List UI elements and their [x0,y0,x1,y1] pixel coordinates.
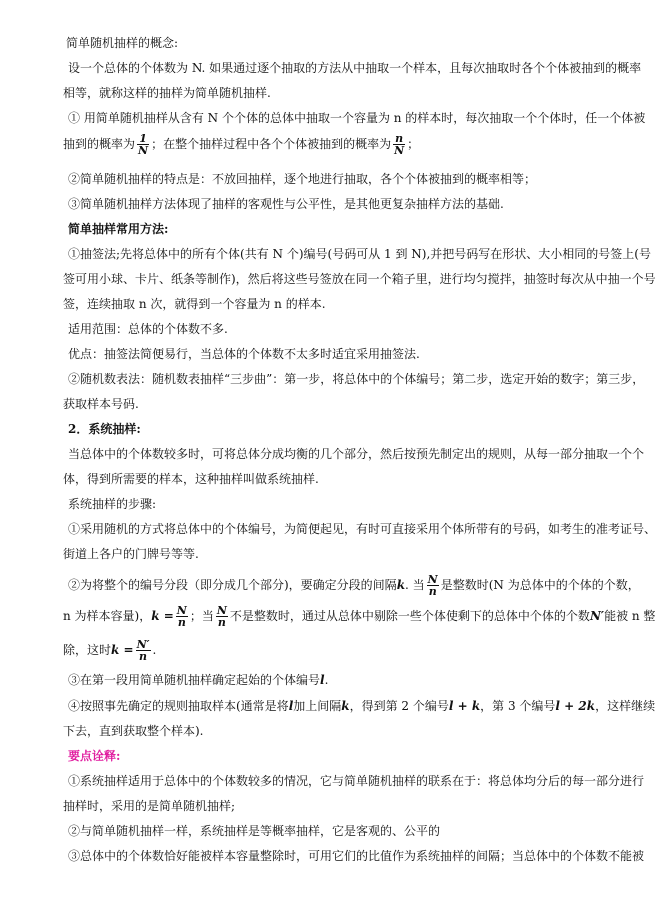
heading-common-methods: 简单抽样常用方法: [68,222,169,236]
fraction-N-over-n-b: $\frac{N}{n}$ [176,604,187,629]
method-random-table-line1: ②随机数表法：随机数表抽样“三步曲”：第一步，将总体中的个体编号；第二步，选定开始的数字；第三步， [68,372,645,386]
fraction-N-over-n-c: $\frac{N}{n}$ [216,604,227,629]
step-4-line2: 下去，直到获取整个样本). [63,724,204,738]
systematic-intro-line2: 体，得到所需要的样本，这种抽样叫做系统抽样. [63,472,319,486]
systematic-intro-line1: 当总体中的个体数较多时，可将总体分成均衡的几个部分，然后按预先制定出的规则，从每一部分抽取一个个 [68,447,645,461]
step-2-line2: n 为样本容量)，k = $\frac{N}{n}$ ；当 $\frac{N}{n}$ 不是整数时，通过从总体中剔除一些个体使剩下的总体中个体的个数N′能被 n 整 [63,604,656,629]
heading-key-notes: 要点诠释: [68,749,121,763]
method-lottery-line1: ①抽签法;先将总体中的所有个体(共有 N 个)编号(号码可从 1 到 N),并把号码写在形状、大小相同的号签上(号 [68,247,651,261]
note-2: ②与简单随机抽样一样，系统抽样是等概率抽样，它是客观的、公平的 [68,824,441,838]
fraction-1-over-N: $\frac{1}{N}$ [138,132,149,157]
paragraph-definition-line1: 设一个总体的个体数为 N. 如果通过逐个抽取的方法从中抽取一个样本，且每次抽取时各个个体被抽到的概率 [68,61,642,75]
heading-concept: 简单随机抽样的概念: [66,36,179,50]
step-4-line1: ④按照事先确定的规则抽取样本(通常是将l加上间隔k，得到第 2 个编号l + k，第 3 个编号l + 2k，这样继续 [68,699,656,713]
step-2-line3: 除，这时k = $\frac{N'}{n}$ . [63,638,157,663]
paragraph-definition-line2: 相等，就称这样的抽样为简单随机抽样. [63,86,271,100]
point-2: ②简单随机抽样的特点是：不放回抽样，逐个地进行抽取，各个个体被抽到的概率相等； [68,172,537,186]
advantage-text: 优点：抽签法简便易行，当总体的个体数不太多时适宜采用抽签法. [68,347,420,361]
point-3: ③简单随机抽样方法体现了抽样的客观性与公平性，是其他更复杂抽样方法的基础. [68,197,504,211]
step-3: ③在第一段用简单随机抽样确定起始的个体编号l. [68,673,329,687]
fraction-Nprime-over-n: $\frac{N'}{n}$ [136,638,150,663]
method-lottery-line2: 签可用小球、卡片、纸条等制作)，然后将这些号签放在同一个箱子里，进行均匀搅拌，抽签时每次从中抽一个号 [63,272,656,286]
scope-text: 适用范围：总体的个体数不多. [68,322,228,336]
note-3-line1: ③总体中的个体数恰好能被样本容量整除时，可用它们的比值作为系统抽样的间隔；当总体中的个体数不能被 [68,849,645,863]
fraction-N-over-n-a: $\frac{N}{n}$ [427,573,438,598]
note-1-line1: ①系统抽样适用于总体中的个体数较多的情况，它与简单随机抽样的联系在于：将总体均分后的每一部分进行 [68,774,645,788]
point-1-line1: ① 用简单随机抽样从含有 N 个个体的总体中抽取一个容量为 n 的样本时，每次抽取一个个体时，任一个体被 [68,111,646,125]
step-1-line2: 街道上各户的门牌号等等. [63,547,199,561]
point-1-line2: 抽到的概率为 $\frac{1}{N}$ ；在整个抽样过程中各个个体被抽到的概率为 $\frac{n}{N}$ ； [63,132,420,157]
method-random-table-line2: 获取样本号码. [63,397,139,411]
fraction-n-over-N: $\frac{n}{N}$ [394,132,405,157]
note-1-line2: 抽样时，采用的是简单随机抽样; [63,799,236,813]
method-lottery-line3: 签，连续抽取 n 次，就得到一个容量为 n 的样本. [63,297,326,311]
step-2-line1: ②为将整个的编号分段（即分成几个部分)，要确定分段的间隔k. 当 $\frac{N}{n}$ 是整数时(N 为总体中的个体的个数， [68,573,640,598]
step-1-line1: ①采用随机的方式将总体中的个体编号，为简便起见，有时可直接采用个体所带有的号码，如考生的准考证号、 [68,522,656,536]
heading-systematic-sampling: 2．系统抽样: [68,422,141,436]
heading-steps: 系统抽样的步骤: [68,497,157,511]
